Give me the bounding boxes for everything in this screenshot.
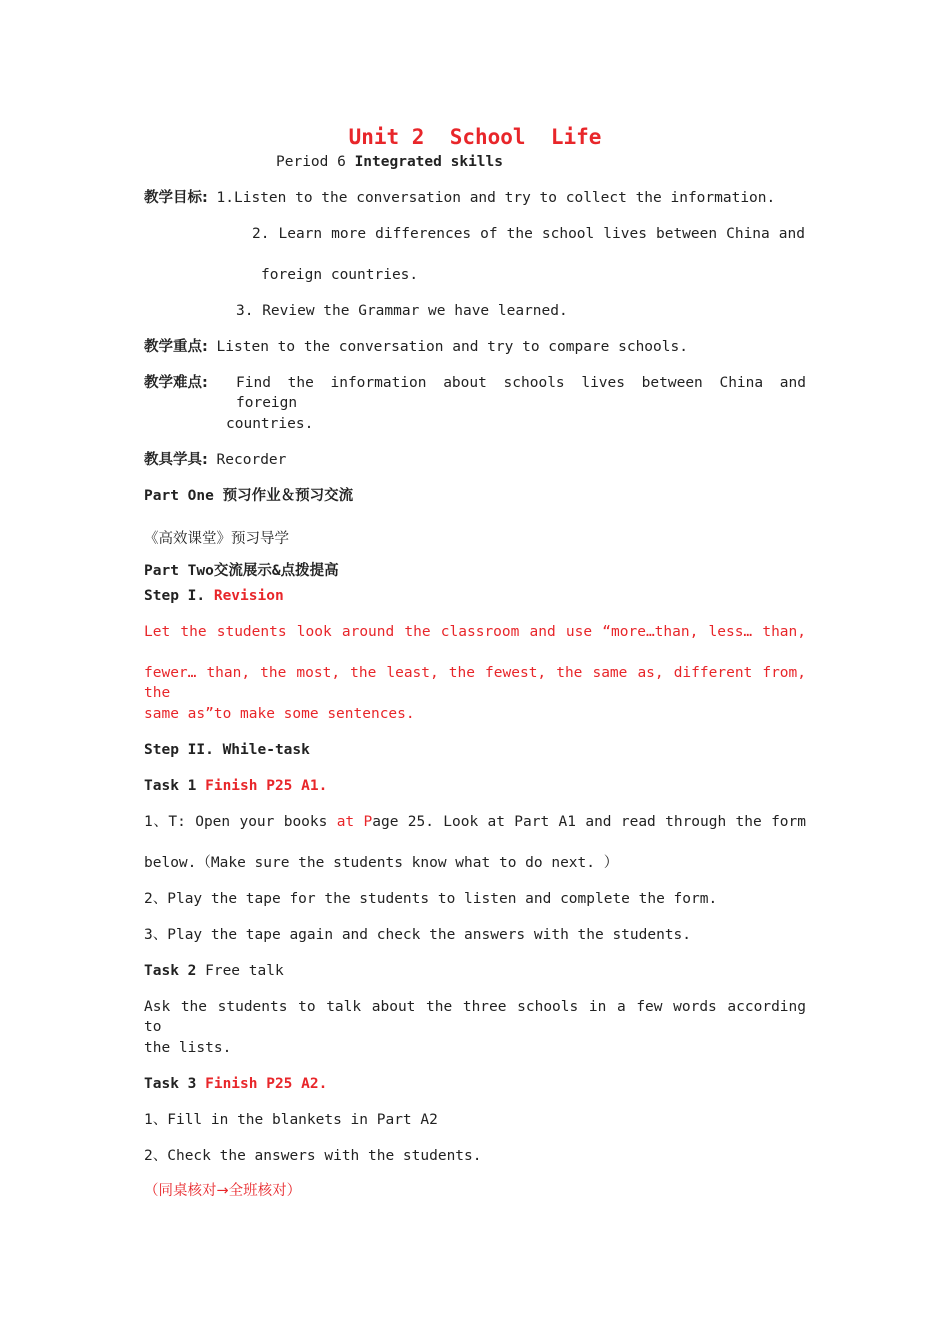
objective-2-cont: foreign countries. bbox=[261, 267, 419, 283]
task1-line-3: 2、Play the tape for the students to listen and complete the form. bbox=[144, 891, 718, 907]
step2-heading: Step II. While-task bbox=[144, 742, 310, 758]
keypoints-label: 教学重点: bbox=[144, 339, 208, 355]
task3-note: （同桌核对→全班核对） bbox=[144, 1183, 302, 1199]
task3-line-1: 1、Fill in the blankets in Part A2 bbox=[144, 1112, 438, 1128]
objective-3: 3. Review the Grammar we have learned. bbox=[236, 303, 568, 319]
keypoints-line bbox=[144, 337, 688, 357]
tools-text: Recorder bbox=[207, 452, 287, 468]
period-label: Period 6 bbox=[276, 154, 355, 170]
task2-title: Free talk bbox=[196, 963, 284, 979]
step1-title: Revision bbox=[213, 588, 284, 604]
difficulties-text: Find the information about schools lives between China and foreign bbox=[236, 375, 806, 411]
tools-line bbox=[144, 450, 286, 470]
task1-title: Finish P25 A1. bbox=[205, 778, 328, 794]
task3-label: Task 3 bbox=[144, 1076, 206, 1092]
task1-line-2: below.（Make sure the students know what to do next. ） bbox=[144, 855, 619, 871]
objectives-line bbox=[144, 188, 775, 208]
doc-title: Unit 2 School Life bbox=[348, 125, 602, 149]
task1-label: Task 1 bbox=[144, 778, 206, 794]
task2-label: Task 2 bbox=[144, 963, 197, 979]
task1-heading bbox=[144, 776, 327, 796]
task3-title: Finish P25 A2. bbox=[205, 1076, 328, 1092]
revision-line-2: fewer… than, the most, the least, the fewest, the same as, different from, the bbox=[144, 665, 806, 701]
step1-heading bbox=[144, 586, 284, 606]
revision-line-1: Let the students look around the classroom and use “more…than, less… than, bbox=[144, 624, 806, 640]
task3-heading bbox=[144, 1074, 327, 1094]
keypoints-text: Listen to the conversation and try to compare schools. bbox=[207, 339, 688, 355]
step1-label: Step I. bbox=[144, 588, 214, 604]
part-one-heading: Part One 预习作业＆预习交流 bbox=[144, 488, 354, 504]
period-line bbox=[276, 152, 503, 172]
task2-line-2: the lists. bbox=[144, 1040, 232, 1056]
task2-heading bbox=[144, 961, 284, 981]
tools-label: 教具学具: bbox=[144, 452, 208, 468]
part-two-heading: Part Two交流展示&点拨提高 bbox=[144, 563, 339, 579]
task2-line-1: Ask the students to talk about the three schools in a few words according to bbox=[144, 999, 806, 1035]
guide-text: 《高效课堂》预习导学 bbox=[144, 531, 289, 547]
objectives-label: 教学目标: bbox=[144, 190, 208, 206]
task1-line-4: 3、Play the tape again and check the answers with the students. bbox=[144, 927, 692, 943]
task3-line-2: 2、Check the answers with the students. bbox=[144, 1148, 482, 1164]
difficulties-label: 教学难点: bbox=[144, 375, 208, 391]
task1-line-1: 1、T: Open your books at Page 25. Look at Part A1 and read through the form bbox=[144, 814, 806, 830]
difficulties-cont: countries. bbox=[226, 416, 314, 432]
revision-line-3: same as”to make some sentences. bbox=[144, 706, 415, 722]
objective-2: 2. Learn more differences of the school lives between China and bbox=[252, 226, 805, 242]
objective-1: 1.Listen to the conversation and try to collect the information. bbox=[207, 190, 776, 206]
period-topic: Integrated skills bbox=[354, 154, 503, 170]
